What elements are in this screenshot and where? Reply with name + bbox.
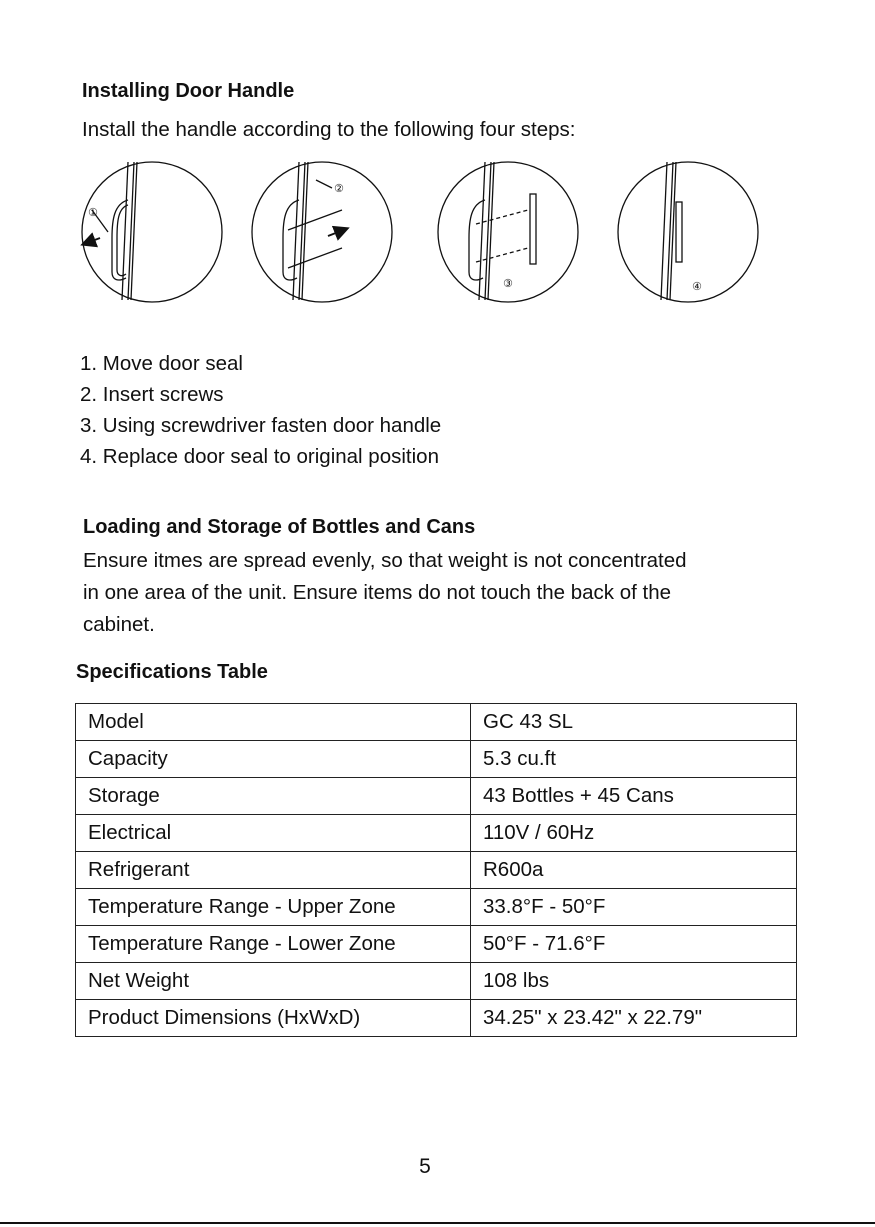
handle-section-intro: Install the handle according to the following four steps: xyxy=(82,118,576,141)
spec-value-cell: 5.3 cu.ft xyxy=(471,741,797,778)
step-item: 4. Replace door seal to original position xyxy=(80,445,439,468)
spec-key-cell: Capacity xyxy=(76,741,471,778)
spec-key-cell: Electrical xyxy=(76,815,471,852)
figure-step-1 xyxy=(82,162,222,302)
table-row xyxy=(76,852,797,889)
door-handle-figures xyxy=(70,150,790,320)
handle-steps-list xyxy=(80,348,441,472)
table-row xyxy=(76,963,797,1000)
handle-section-title: Installing Door Handle xyxy=(82,80,295,102)
spec-key-cell: Temperature Range - Upper Zone xyxy=(76,889,471,926)
door-handle-steps-illustration xyxy=(70,150,790,320)
specifications-table xyxy=(75,703,797,1037)
spec-key-cell: Refrigerant xyxy=(76,852,471,889)
table-row xyxy=(76,889,797,926)
loading-section-title: Loading and Storage of Bottles and Cans xyxy=(83,516,476,538)
spec-value-cell: R600a xyxy=(471,852,797,889)
figure-marker-3: ③ xyxy=(503,277,513,290)
table-row xyxy=(76,741,797,778)
spec-key-cell: Product Dimensions (HxWxD) xyxy=(76,1000,471,1037)
figure-marker-2: ② xyxy=(334,182,344,195)
spec-value-cell: 43 Bottles + 45 Cans xyxy=(471,778,797,815)
table-row xyxy=(76,778,797,815)
step-item: 2. Insert screws xyxy=(80,383,224,406)
spec-key-cell: Model xyxy=(76,704,471,741)
spec-key-cell: Temperature Range - Lower Zone xyxy=(76,926,471,963)
paragraph-line: Ensure itmes are spread evenly, so that weight is not concentrated xyxy=(83,549,687,572)
table-row xyxy=(76,926,797,963)
spec-value-cell: 110V / 60Hz xyxy=(471,815,797,852)
spec-value-cell: GC 43 SL xyxy=(471,704,797,741)
table-row xyxy=(76,815,797,852)
bottom-rule xyxy=(0,1222,875,1224)
figure-step-4 xyxy=(618,162,758,302)
spec-value-cell: 108 lbs xyxy=(471,963,797,1000)
step-item: 3. Using screwdriver fasten door handle xyxy=(80,414,442,437)
paragraph-line: in one area of the unit. Ensure items do not touch the back of the xyxy=(83,581,672,604)
figure-marker-4: ④ xyxy=(692,280,702,293)
spec-key-cell: Storage xyxy=(76,778,471,815)
spec-value-cell: 50°F - 71.6°F xyxy=(471,926,797,963)
table-row xyxy=(76,704,797,741)
loading-section-paragraph xyxy=(83,545,803,641)
figure-step-2 xyxy=(252,162,392,302)
paragraph-line: cabinet. xyxy=(83,613,155,636)
table-row xyxy=(76,1000,797,1037)
spec-value-cell: 33.8°F - 50°F xyxy=(471,889,797,926)
spec-value-cell: 34.25" x 23.42" x 22.79" xyxy=(471,1000,797,1037)
step-item: 1. Move door seal xyxy=(80,352,243,375)
spec-key-cell: Net Weight xyxy=(76,963,471,1000)
specs-section-title: Specifications Table xyxy=(76,661,268,683)
figure-marker-1: ① xyxy=(88,206,98,219)
page-number: 5 xyxy=(419,1155,431,1178)
